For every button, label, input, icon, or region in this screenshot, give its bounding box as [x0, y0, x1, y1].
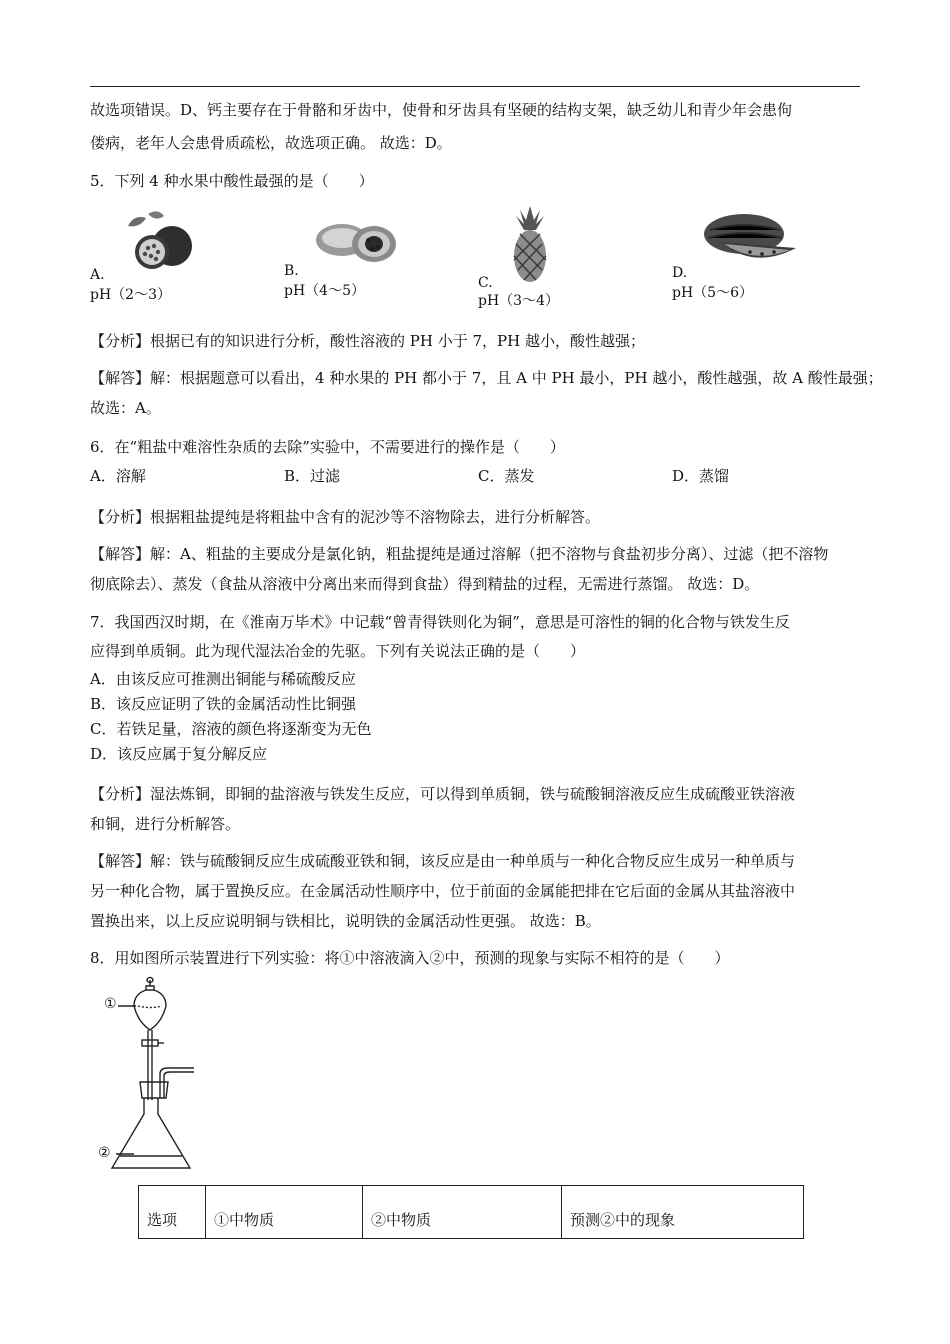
q7-option-c: C．若铁足量，溶液的颜色将逐渐变为无色 [90, 720, 372, 738]
q5-option-b-ph: pH（4～5） [284, 283, 365, 299]
q7-analysis-line-1: 【分析】湿法炼铜，即铜的盐溶液与铁发生反应，可以得到单质铜，铁与硫酸铜溶液反应生成硫酸亚铁溶液 [90, 785, 796, 803]
table-header-substance-1: ①中物质 [206, 1186, 363, 1239]
q7-stem-line-2: 应得到单质铜。此为现代湿法冶金的先驱。下列有关说法正确的是（ ） [90, 642, 586, 660]
q5-option-d-letter: D. [672, 265, 688, 281]
passion-fruit-icon [118, 206, 198, 278]
q5-option-b-letter: B. [284, 263, 299, 279]
q7-option-b: B．该反应证明了铁的金属活动性比铜强 [90, 695, 357, 713]
q5-option-c-ph: pH（3～4） [478, 293, 559, 309]
table-header-row [139, 1186, 804, 1239]
table-header-option: 选项 [139, 1186, 206, 1239]
q7-answer-line-2: 另一种化合物，属于置换反应。在金属活动性顺序中，位于前面的金属能把排在它后面的金属从其盐溶液中 [90, 882, 796, 900]
q6-option-b: B．过滤 [284, 467, 341, 485]
q6-answer-line-2: 彻底除去）、蒸发（食盐从溶液中分离出来而得到食盐）得到精盐的过程，无需进行蒸馏。 故选：D。 [90, 575, 760, 593]
q6-answer-line-1: 【解答】解：A、粗盐的主要成分是氯化钠，粗盐提纯是通过溶解（把不溶物与食盐初步分离）、过滤（把不溶物 [90, 545, 829, 563]
q6-option-c: C．蒸发 [478, 467, 535, 485]
q7-stem-line-1: 7．我国西汉时期，在《淮南万毕术》中记载“曾青得铁则化为铜”，意思是可溶性的铜的化合物与铁发生反 [90, 613, 790, 631]
prev-answer-line-2: 偻病，老年人会患骨质疏松，故选项正确。 故选：D。 [90, 134, 452, 152]
q5-option-a-ph: pH（2～3） [90, 287, 171, 303]
watermelon-icon [700, 212, 800, 270]
pineapple-icon [508, 204, 552, 284]
q6-option-a: A．溶解 [90, 467, 146, 485]
q7-answer-line-3: 置换出来，以上反应说明铜与铁相比，说明铁的金属活动性更强。 故选：B。 [90, 912, 601, 930]
q7-option-d: D．该反应属于复分解反应 [90, 745, 268, 763]
q5-stem: 5．下列 4 种水果中酸性最强的是（ ） [90, 172, 374, 190]
table-header-substance-2: ②中物质 [363, 1186, 562, 1239]
q5-option-c-letter: C. [478, 275, 493, 291]
q5-option-a-letter: A. [90, 267, 105, 283]
q6-stem: 6．在“粗盐中难溶性杂质的去除”实验中，不需要进行的操作是（ ） [90, 438, 565, 456]
q5-option-d-ph: pH（5～6） [672, 285, 753, 301]
q7-answer-line-1: 【解答】解：铁与硫酸铜反应生成硫酸亚铁和铜，该反应是由一种单质与一种化合物反应生成另一种单质与 [90, 852, 796, 870]
q6-analysis: 【分析】根据粗盐提纯是将粗盐中含有的泥沙等不溶物除去，进行分析解答。 [90, 508, 601, 526]
header-rule [90, 86, 860, 87]
q5-answer-line-1: 【解答】解：根据题意可以看出，4 种水果的 PH 都小于 7，且 A 中 PH 最小，PH 越小，酸性越强，故 A 酸性最强； [90, 369, 883, 387]
q5-analysis: 【分析】根据已有的知识进行分析，酸性溶液的 PH 小于 7，PH 越小，酸性越强； [90, 332, 645, 350]
papaya-icon [312, 216, 398, 266]
q8-stem: 8．用如图所示装置进行下列实验：将①中溶液滴入②中，预测的现象与实际不相符的是（ ） [90, 949, 730, 967]
q7-option-a: A．由该反应可推测出铜能与稀硫酸反应 [90, 670, 356, 688]
apparatus-label-2: ② [98, 1145, 111, 1161]
q6-option-d: D．蒸馏 [672, 467, 730, 485]
table-header-prediction: 预测②中的现象 [562, 1186, 804, 1239]
q8-options-table [138, 1185, 804, 1239]
q7-analysis-line-2: 和铜，进行分析解答。 [90, 815, 241, 833]
prev-answer-line-1: 故选项错误。D、钙主要存在于骨骼和牙齿中，使骨和牙齿具有坚硬的结构支架，缺乏幼儿和青少年会患佝 [90, 101, 793, 119]
apparatus-label-1: ① [104, 996, 117, 1012]
q5-answer-line-2: 故选：A。 [90, 399, 161, 417]
